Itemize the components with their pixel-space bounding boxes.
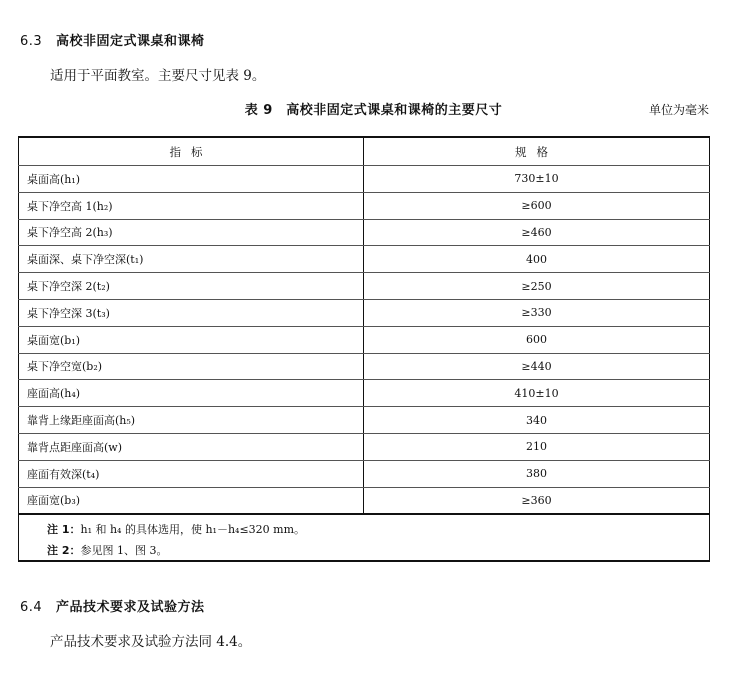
row-spec: 410±10 bbox=[364, 380, 710, 407]
paragraph-6-3: 适用于平面教室。主要尺寸见表 9。 bbox=[50, 68, 266, 84]
row-spec: 340 bbox=[364, 407, 710, 434]
table-row bbox=[19, 433, 710, 460]
row-item: 桌面深、桌下净空深(t₁) bbox=[19, 246, 364, 273]
row-item: 桌面宽(b₁) bbox=[19, 326, 364, 353]
table-notes bbox=[18, 514, 710, 562]
header-indicator: 指标 bbox=[19, 137, 364, 166]
row-item: 座面宽(b₃) bbox=[19, 487, 364, 514]
note-2 bbox=[47, 542, 167, 558]
row-item: 桌下净空高 2(h₃) bbox=[19, 219, 364, 246]
section-heading-6-3 bbox=[20, 30, 205, 49]
table-row bbox=[19, 380, 710, 407]
table-row bbox=[19, 219, 710, 246]
section-number: 6.4 bbox=[20, 600, 43, 615]
table-row bbox=[19, 192, 710, 219]
table-unit: 单位为毫米 bbox=[648, 103, 709, 117]
row-spec: 210 bbox=[364, 433, 710, 460]
row-item: 桌下净空深 3(t₃) bbox=[19, 299, 364, 326]
table-row bbox=[19, 487, 710, 514]
section-title: 产品技术要求及试验方法 bbox=[56, 600, 205, 615]
row-spec: ≥600 bbox=[364, 192, 710, 219]
table-row bbox=[19, 299, 710, 326]
table-row bbox=[19, 166, 710, 193]
row-item: 靠背点距座面高(w) bbox=[19, 433, 364, 460]
row-item: 桌下净空高 1(h₂) bbox=[19, 192, 364, 219]
table-row bbox=[19, 326, 710, 353]
table-row bbox=[19, 460, 710, 487]
row-item: 桌下净空深 2(t₂) bbox=[19, 273, 364, 300]
table-row bbox=[19, 273, 710, 300]
note-label: 注 1： bbox=[47, 523, 81, 536]
row-spec: ≥330 bbox=[364, 299, 710, 326]
table-row bbox=[19, 353, 710, 380]
row-spec: 730±10 bbox=[364, 166, 710, 193]
row-spec: ≥360 bbox=[364, 487, 710, 514]
section-title: 高校非固定式课桌和课椅 bbox=[56, 34, 205, 49]
row-item: 座面有效深(t₄) bbox=[19, 460, 364, 487]
header-spec: 规格 bbox=[364, 137, 710, 166]
row-item: 桌下净空宽(b₂) bbox=[19, 353, 364, 380]
section-number: 6.3 bbox=[20, 34, 43, 49]
row-spec: ≥460 bbox=[364, 219, 710, 246]
note-text: 参见图 1、图 3。 bbox=[80, 544, 168, 557]
row-item: 桌面高(h₁) bbox=[19, 166, 364, 193]
row-item: 座面高(h₄) bbox=[19, 380, 364, 407]
dimensions-table bbox=[18, 136, 710, 515]
row-spec: 380 bbox=[364, 460, 710, 487]
row-spec: 400 bbox=[364, 246, 710, 273]
note-1 bbox=[47, 521, 305, 537]
section-heading-6-4 bbox=[20, 596, 205, 615]
row-spec: ≥250 bbox=[364, 273, 710, 300]
row-item: 靠背上缘距座面高(h₅) bbox=[19, 407, 364, 434]
table-row bbox=[19, 407, 710, 434]
table-header-row bbox=[19, 137, 710, 166]
row-spec: 600 bbox=[364, 326, 710, 353]
note-label: 注 2： bbox=[47, 544, 81, 557]
row-spec: ≥440 bbox=[364, 353, 710, 380]
table-row bbox=[19, 246, 710, 273]
note-text: h₁ 和 h₄ 的具体选用，使 h₁－h₄≤320 mm。 bbox=[80, 523, 306, 536]
paragraph-6-4: 产品技术要求及试验方法同 4.4。 bbox=[50, 634, 252, 650]
table-title: 表 9 高校非固定式课桌和课椅的主要尺寸 bbox=[244, 103, 503, 118]
